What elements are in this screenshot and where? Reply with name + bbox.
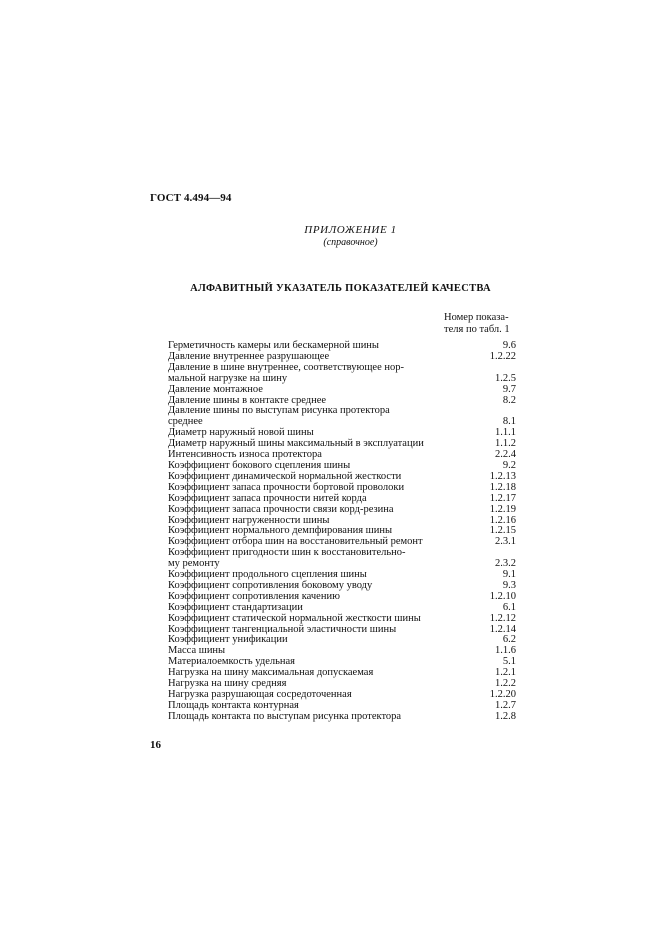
index-entry-name: Коэффициент продольного сцепления шины — [168, 569, 367, 581]
index-entry-name: Площадь контакта контурная — [168, 699, 299, 711]
column-header-line-1: Номер показа- — [444, 312, 509, 323]
index-entry-name: Коэффициент запаса прочности бортовой проволоки — [168, 481, 405, 493]
index-entry-number: 1.2.10 — [489, 590, 516, 602]
index-entry-name: Коэффициент динамической нормальной жесткости — [168, 470, 402, 482]
index-entry-number: 1.2.8 — [495, 710, 516, 722]
index-entry-name: среднее — [168, 416, 203, 428]
index-entry-name: Коэффициент сопротивления боковому уводу — [168, 579, 373, 591]
index-entry-name: мальной нагрузке на шину — [168, 372, 288, 384]
index-entry-list — [168, 341, 518, 723]
index-entry-number: 1.1.6 — [495, 645, 516, 657]
appendix-subtitle: (справочное) — [323, 237, 378, 248]
index-entry-number: 1.2.13 — [489, 470, 516, 482]
index-entry-number: 1.2.7 — [495, 699, 516, 711]
index-entry-name: Коэффициент стандартизации — [168, 601, 303, 613]
index-entry-number: 1.2.15 — [489, 525, 516, 537]
index-entry — [168, 505, 518, 516]
index-entry-name: му ремонту — [168, 558, 220, 570]
index-entry-number: 9.1 — [502, 569, 516, 581]
document-code: ГОСТ 4.494—94 — [150, 192, 232, 204]
index-entry-name: Коэффициент нормального демпфирования шины — [168, 525, 393, 537]
index-entry-name: Коэффициент запаса прочности связи корд-резина — [168, 503, 394, 515]
index-entry — [168, 548, 518, 559]
index-entry-name: Давление шины в контакте среднее — [168, 394, 327, 406]
page-number: 16 — [150, 739, 161, 751]
index-entry — [168, 614, 518, 625]
index-entry — [168, 374, 518, 385]
index-entry-name: Давление внутреннее разрушающее — [168, 350, 330, 362]
appendix-heading — [0, 224, 661, 249]
index-entry-number: 1.2.14 — [489, 623, 516, 635]
column-header-line-2: теля по табл. 1 — [444, 324, 510, 335]
index-entry-number: 2.3.2 — [495, 558, 516, 570]
index-entry-name: Коэффициент отбора шин на восстановительный ремонт — [168, 536, 423, 548]
index-entry-name: Нагрузка разрушающая сосредоточенная — [168, 689, 352, 700]
index-entry — [168, 406, 518, 417]
index-entry-number: 9.2 — [502, 459, 516, 471]
appendix-title: ПРИЛОЖЕНИЕ 1 — [304, 224, 397, 236]
index-entry-name: Площадь контакта по выступам рисунка протектора — [168, 710, 402, 722]
index-entry-number: 2.2.4 — [495, 449, 516, 461]
index-entry — [168, 712, 518, 723]
index-entry-name: Коэффициент унификации — [168, 634, 288, 646]
index-entry-name: Герметичность камеры или бескамерной шины — [168, 340, 379, 351]
column-header — [444, 312, 524, 336]
index-entry-number: 1.2.18 — [489, 481, 516, 493]
index-entry-number: 1.2.5 — [495, 372, 516, 384]
index-entry-number: 1.2.12 — [489, 612, 516, 624]
index-entry-number: 5.1 — [502, 656, 516, 668]
index-entry-number: 1.1.1 — [495, 427, 516, 439]
index-entry-number: 9.7 — [502, 383, 516, 395]
index-entry-number: 1.2.17 — [489, 492, 516, 504]
index-entry-name: Коэффициент бокового сцепления шины — [168, 459, 351, 471]
index-entry-name: Диаметр наружный новой шины — [168, 427, 314, 439]
index-entry-number: 2.3.1 — [495, 536, 516, 548]
index-entry-name: Давление в шине внутреннее, соответствующее нор- — [168, 361, 404, 373]
index-entry-name: Материалоемкость удельная — [168, 656, 295, 668]
index-entry-name: Нагрузка на шину средняя — [168, 678, 287, 690]
index-title: АЛФАВИТНЫЙ УКАЗАТЕЛЬ ПОКАЗАТЕЛЕЙ КАЧЕСТВА — [190, 283, 491, 294]
index-entry-name: Коэффициент нагруженности шины — [168, 514, 330, 526]
index-entry-number: 1.1.2 — [495, 438, 516, 450]
index-entry-number: 8.2 — [502, 394, 516, 406]
index-entry-number: 1.2.16 — [489, 514, 516, 526]
index-entry-name: Интенсивность износа протектора — [168, 449, 322, 461]
index-entry-number: 6.2 — [502, 634, 516, 646]
index-entry-name: Коэффициент пригодности шин к восстановительно- — [168, 547, 406, 559]
index-entry-number: 8.1 — [502, 416, 516, 428]
index-entry-number: 1.2.1 — [495, 667, 516, 679]
index-entry-name: Давление шины по выступам рисунка протектора — [168, 405, 390, 417]
index-entry-name: Давление монтажное — [168, 383, 263, 395]
index-entry-number: 1.2.19 — [489, 503, 516, 515]
index-entry-number: 1.2.20 — [489, 689, 516, 700]
index-entry — [168, 385, 518, 396]
index-entry-name: Коэффициент тангенциальной эластичности шины — [168, 623, 397, 635]
index-entry-number: 6.1 — [502, 601, 516, 613]
index-entry-name: Нагрузка на шину максимальная допускаемая — [168, 667, 374, 679]
index-entry — [168, 494, 518, 505]
index-entry-name: Масса шины — [168, 645, 226, 657]
index-entry-name: Диаметр наружный шины максимальный в эксплуатации — [168, 438, 424, 450]
index-entry-number: 1.2.2 — [495, 678, 516, 690]
index-entry-number: 9.6 — [502, 340, 516, 351]
index-entry-name: Коэффициент сопротивления качению — [168, 590, 340, 602]
index-entry-name: Коэффициент статической нормальной жесткости шины — [168, 612, 421, 624]
index-entry-name: Коэффициент запаса прочности нитей корда — [168, 492, 367, 504]
index-entry-number: 9.3 — [502, 579, 516, 591]
index-entry-number: 1.2.22 — [489, 350, 516, 362]
